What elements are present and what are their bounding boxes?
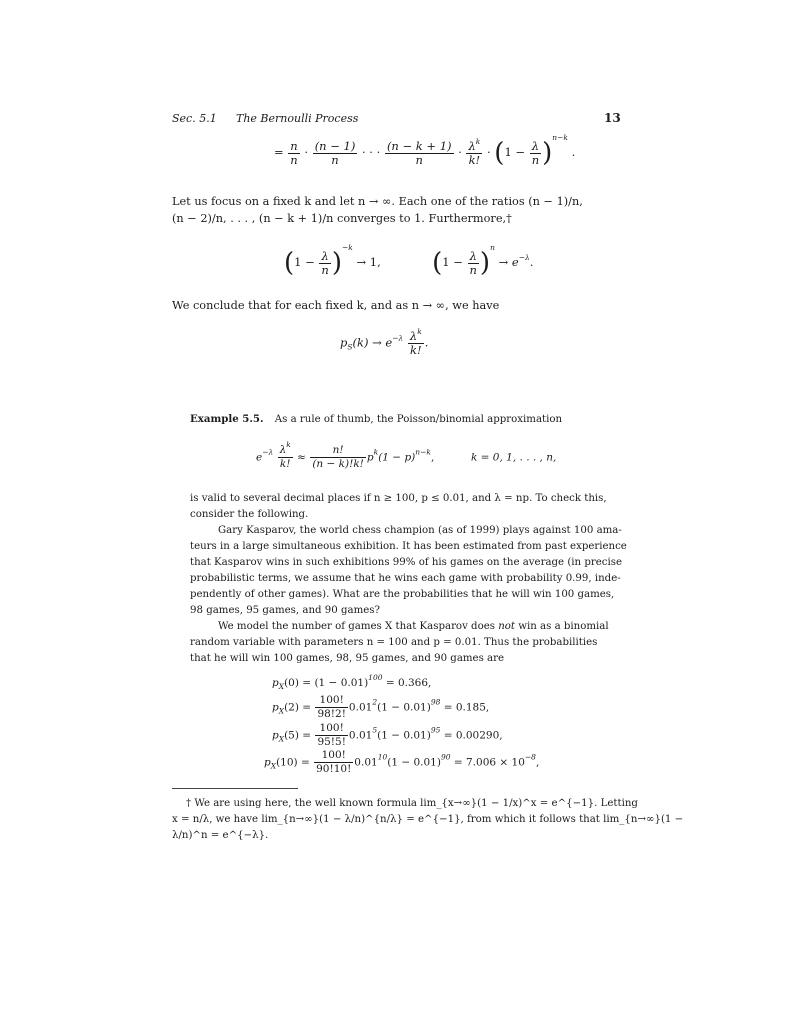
paragraph-line: pendently of other games). What are the probabilities that he will win 100 games, [190,589,615,600]
paragraph-line: We model the number of games X that Kasparov does not win as a binomial [218,621,609,632]
paragraph-line: Let us focus on a fixed k and let n → ∞. Each one of the ratios (n − 1)/n, [172,195,583,208]
equation-binomial-expansion: = $\frac{n}{n}$ · $\frac{(n - 1)}{n}$ · · · $\frac{(n - k + 1)}{n}$ · $\frac{\lambda^k}{k!}$ · (1 − $\frac{\lambda}{n}$ )$^{n-k}$ . [274,133,576,168]
section-label: Sec. 5.1 [172,112,217,125]
equation-limits: (1 − $\frac{\lambda}{n}$ )$^{-k}$ → 1, (1 − $\frac{\lambda}{n}$ )$^n \to e^{-\lambda}$. [284,243,534,278]
eq-fraction: $\frac{\lambda^k}{k!}$ [468,136,481,167]
paragraph-line: is valid to several decimal places if n ≥ 100, p ≤ 0.01, and λ = np. To check this, [190,493,607,504]
paragraph-line: that Kasparov wins in such exhibitions 99% of his games on the average (in precise [190,557,622,568]
equation-prob-row: $p_X(2)$ = $\frac{100!}{98!2!}$ $0.01^2(1 - 0.01)^{98} = 0.185$, [272,694,490,720]
paragraph-line: 98 games, 95 games, and 90 games? [190,605,380,616]
paragraph-line: teurs in a large simultaneous exhibition. It has been estimated from past experience [190,541,627,552]
equation-prob-row: $p_X(5)$ = $\frac{100!}{95!5!}$ $0.01^5(1 - 0.01)^{95} = 0.00290$, [272,722,503,748]
emphasis-not: not [498,621,516,632]
equation-prob-row: $p_X(0) = (1 - 0.01)^{100} = 0.366$, [272,673,432,691]
paragraph-line: consider the following. [190,509,309,520]
eq-fraction: $\frac{n}{n}$ [290,138,298,167]
eq-dots: · · · [362,145,381,159]
equation-approximation: $e^{-\lambda}$ $\frac{\lambda^k}{k!}$ ≈ $\frac{n!}{(n - k)!k!}$ $p^k(1 - p)^{n-k}$, k = 0, 1, . . . , n, [256,440,557,470]
example-intro: As a rule of thumb, the Poisson/binomial approximation [274,414,563,425]
paragraph-line: probabilistic terms, we assume that he wins each game with probability 0.99, inde- [190,573,621,584]
paragraph-line: random variable with parameters n = 100 and p = 0.01. Thus the probabilities [190,637,598,648]
page-number: 13 [604,111,621,125]
eq-fraction: $\frac{(n - 1)}{n}$ [314,138,356,167]
paragraph-line: (n − 2)/n, . . . , (n − k + 1)/n converges to 1. Furthermore,† [172,212,512,225]
paragraph-line: We conclude that for each fixed k, and as n → ∞, we have [172,299,500,312]
equation-poisson-limit: $p_S(k) \to e^{-\lambda}$ $\frac{\lambda^k}{k!}$ . [340,327,429,357]
footnote-line: † We are using here, the well known formula lim_{x→∞}(1 − 1/x)^x = e^{−1}. Letting [186,798,638,809]
eq-fraction: $\frac{(n - k + 1)}{n}$ [386,138,452,167]
chapter-title: The Bernoulli Process [236,112,359,125]
eq-equals: = [274,145,284,159]
eq-fraction: $\frac{\lambda}{n}$ [531,138,540,167]
paragraph-line: that he will win 100 games, 98, 95 games, and 90 games are [190,653,505,664]
paragraph-line: Gary Kasparov, the world chess champion (as of 1999) plays against 100 ama- [218,525,622,536]
footnote-line: x = n/λ, we have lim_{n→∞}(1 − λ/n)^{n/λ} = e^{−1}, from which it follows that lim_{n→∞}(1 − [172,814,684,825]
footnote-rule [172,788,298,789]
equation-prob-row: $p_X(10)$ = $\frac{100!}{90!10!}$ $0.01^{10}(1 - 0.01)^{90} = 7.006 \times 10^{-8}$, [264,749,540,775]
example-label: Example 5.5. [190,413,264,425]
example-heading [190,411,562,428]
footnote-line: λ/n)^n = e^{−λ}. [172,830,269,841]
